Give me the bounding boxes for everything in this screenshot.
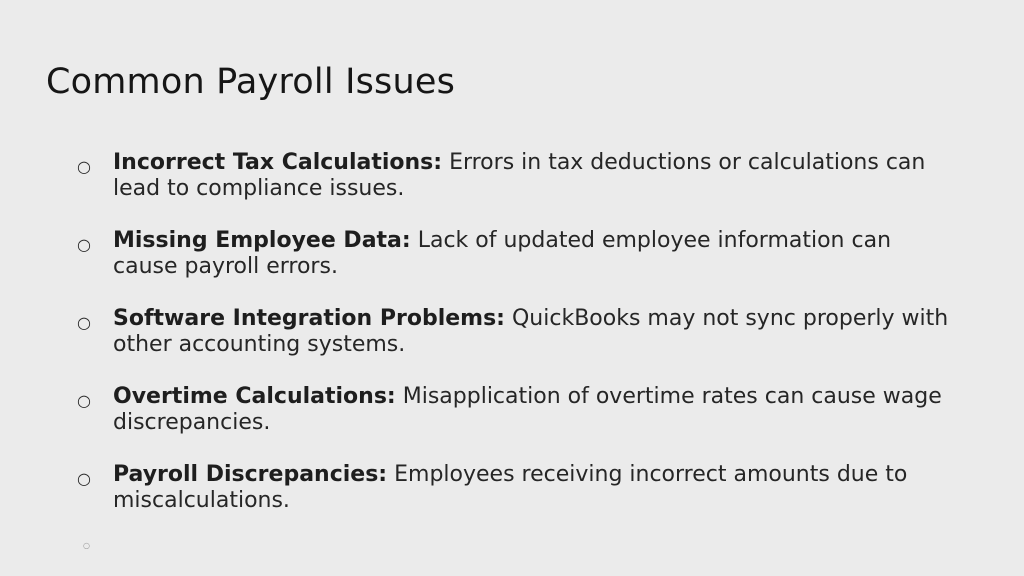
list-item [72,150,952,202]
circle-bullet-icon: ○ [77,469,91,488]
bullet-list [72,150,952,540]
list-item [72,384,952,436]
slide-title: Common Payroll Issues [46,62,456,102]
circle-bullet-icon: ○ [77,391,91,410]
footer-marker-icon: ○ [83,541,90,550]
bullet-text: QuickBooks may not sync properly with other accounting systems. [113,306,949,357]
bullet-term: Incorrect Tax Calculations: [113,150,443,175]
bullet-text: Lack of updated employee information can cause payroll errors. [113,228,892,279]
circle-bullet-icon: ○ [77,157,91,176]
circle-bullet-icon: ○ [77,313,91,332]
bullet-term: Payroll Discrepancies: [113,462,388,487]
bullet-text: Misapplication of overtime rates can cause wage discrepancies. [113,384,942,435]
bullet-term: Software Integration Problems: [113,306,505,331]
list-item [72,228,952,280]
bullet-term: Missing Employee Data: [113,228,411,253]
bullet-text: Employees receiving incorrect amounts due to miscalculations. [113,462,908,513]
bullet-text: Errors in tax deductions or calculations can lead to compliance issues. [113,150,926,201]
list-item [72,462,952,514]
list-item [72,306,952,358]
bullet-term: Overtime Calculations: [113,384,396,409]
circle-bullet-icon: ○ [77,235,91,254]
